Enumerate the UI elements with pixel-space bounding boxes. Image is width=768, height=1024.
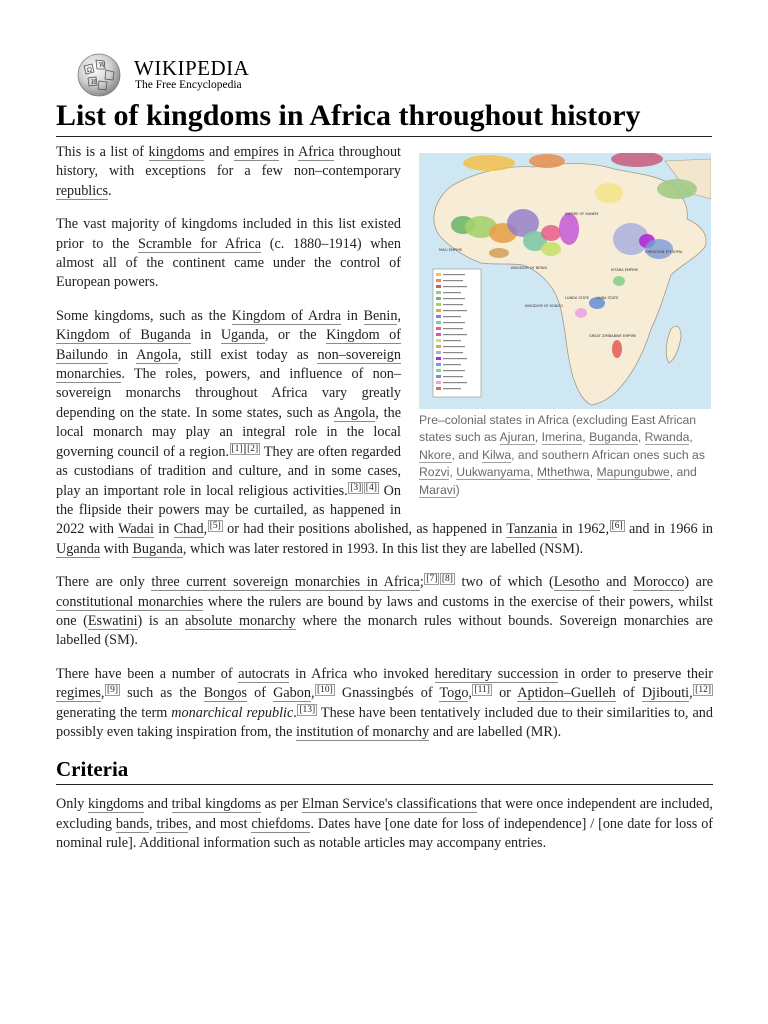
link-kingdom-of-ardra[interactable]: Kingdom of Ardra — [231, 307, 341, 324]
text: in — [153, 521, 174, 538]
link-absolute-monarchy[interactable]: absolute monarchy — [185, 612, 296, 629]
caption-text: , — [689, 430, 693, 445]
link-nkore[interactable]: Nkore — [419, 447, 452, 462]
link-chad[interactable]: Chad — [173, 521, 204, 538]
mr-paragraph — [56, 665, 713, 743]
citation-link[interactable]: [11] — [474, 685, 490, 696]
text: They are often regarded as custodians of tradition and culture, and in some cases, play an important role in local religious activities. — [56, 443, 401, 499]
link-empires[interactable]: empires — [233, 144, 279, 160]
citation-link[interactable]: [6] — [611, 521, 623, 532]
wikipedia-wordmark[interactable]: WIKIPEDIA — [134, 56, 250, 80]
link-wadai[interactable]: Wadai — [118, 521, 154, 538]
text: in 1962, — [557, 521, 610, 538]
link-maravi[interactable]: Maravi — [419, 482, 456, 497]
link-kingdoms[interactable]: kingdoms — [148, 144, 205, 160]
citation — [472, 685, 492, 695]
text: , — [100, 685, 105, 702]
caption-text: , and — [451, 447, 483, 462]
caption-text: , — [534, 430, 542, 445]
map-figure — [419, 153, 711, 499]
text: Only — [56, 796, 88, 813]
link-buganda[interactable]: Buganda — [589, 430, 638, 445]
text: and in 1966 in — [624, 521, 713, 538]
link-uganda[interactable]: Uganda — [220, 327, 265, 344]
text: , or the — [264, 327, 327, 344]
citation-link[interactable]: [7] — [426, 574, 438, 585]
link-kingdom-of-buganda[interactable]: Kingdom of Buganda — [56, 327, 191, 344]
caption-text: , — [637, 430, 645, 445]
citation — [424, 574, 440, 584]
text: throughout history, with exceptions for a few non–contemporary — [56, 144, 401, 180]
link-tanzania[interactable]: Tanzania — [506, 521, 558, 538]
text: and — [599, 574, 634, 591]
caption-text: , and — [669, 465, 697, 480]
text: There are only — [56, 574, 152, 591]
caption-text: , — [582, 430, 590, 445]
text: ) is an — [137, 612, 186, 629]
citation-link[interactable]: [4] — [365, 482, 377, 493]
text: or — [491, 685, 518, 702]
citation — [348, 483, 364, 493]
article-body — [56, 143, 713, 868]
text: Some kingdoms, such as the — [56, 307, 232, 324]
text: , — [689, 685, 693, 702]
text: such as the — [120, 685, 204, 702]
text: and are labelled (MR). — [429, 723, 562, 740]
link-bongos[interactable]: Bongos — [203, 685, 248, 702]
citation — [314, 685, 334, 695]
text: in order to preserve their — [558, 665, 713, 682]
link-scramble-for-africa[interactable]: Scramble for Africa — [138, 235, 262, 252]
link-rozvi[interactable]: Rozvi — [419, 465, 450, 480]
text: , still exist today as — [177, 346, 318, 363]
citation — [104, 685, 120, 695]
map-label: KINGDOM OF BENIN — [511, 266, 547, 270]
link-tribes[interactable]: tribes — [156, 815, 188, 832]
citation — [297, 705, 317, 715]
link-elman-service-classifications[interactable]: Elman Service's classifications — [301, 796, 477, 813]
citation-link[interactable]: [3] — [350, 482, 362, 493]
svg-text:Ω: Ω — [87, 67, 92, 74]
map-label: EMPIRE OF KANEM — [565, 212, 599, 216]
link-angola[interactable]: Angola — [136, 346, 178, 363]
text: in — [190, 327, 221, 344]
emphasis-text: monarchical republic — [171, 704, 294, 721]
text: (c. 1880–1914) when almost all of the continent came under the control of European powers. — [56, 235, 401, 291]
map-label: CHRISTIAN ETHIOPIA — [645, 250, 683, 254]
section-heading-criteria: Criteria — [56, 756, 713, 785]
map-label: GREAT ZIMBABWE EMPIRE — [589, 334, 637, 338]
link-djibouti[interactable]: Djibouti — [641, 685, 690, 702]
citation-link[interactable]: [13] — [299, 704, 316, 715]
citation-link[interactable]: [2] — [247, 443, 259, 454]
svg-text:W: W — [99, 62, 106, 69]
citation — [363, 483, 379, 493]
link-lesotho[interactable]: Lesotho — [553, 574, 600, 591]
text: of — [615, 685, 642, 702]
caption-text: , — [530, 465, 537, 480]
text: and — [204, 144, 234, 160]
caption-text: , — [589, 465, 597, 480]
text: in — [278, 144, 299, 160]
text: , which was later restored in 1993. In this list they are labelled (NSM). — [182, 540, 584, 557]
link-chiefdoms[interactable]: chiefdoms — [251, 815, 311, 832]
link-eswatini[interactable]: Eswatini — [87, 612, 138, 629]
wikipedia-globe-icon[interactable] — [74, 52, 124, 98]
link-constitutional-monarchies[interactable]: constitutional monarchies — [56, 593, 204, 610]
link-regimes[interactable]: regimes — [56, 685, 101, 702]
text: or had their positions abolished, as happened in — [222, 521, 507, 538]
text: , — [203, 521, 208, 538]
caption-text: ) — [455, 482, 460, 497]
citation — [693, 685, 713, 695]
citation-link[interactable]: [5] — [209, 521, 221, 532]
caption-text: Pre–colonial states in Africa (excluding East African states such as — [419, 413, 697, 445]
page-title: List of kingdoms in Africa throughout history — [56, 98, 712, 137]
text: with — [100, 540, 133, 557]
map-label: KINGDOM OF KONGO — [525, 304, 564, 308]
text: . — [108, 182, 112, 199]
link-mapungubwe[interactable]: Mapungubwe — [596, 465, 670, 480]
link-togo[interactable]: Togo — [439, 685, 469, 702]
link-morocco[interactable]: Morocco — [633, 574, 685, 591]
link-angola[interactable]: Angola — [333, 404, 376, 421]
text: that were once independent are included, excluding — [56, 796, 713, 832]
link-bands[interactable]: bands — [115, 815, 149, 832]
link-three-current-sovereign-monarchies[interactable]: three current sovereign monarchies in Africa — [151, 574, 420, 591]
citation — [245, 444, 261, 454]
link-benin[interactable]: Benin — [363, 307, 398, 324]
text: , — [310, 685, 315, 702]
text: , — [468, 685, 472, 702]
criteria-paragraph — [56, 795, 713, 853]
text: generating the term — [56, 704, 172, 721]
text: in — [108, 346, 137, 363]
link-ajuran[interactable]: Ajuran — [499, 430, 535, 445]
text: . Dates have [one date for loss of independence] / [one date for loss of nominal rule]. Additional information such as notable articles may accompany entries. — [56, 815, 714, 852]
link-mthethwa[interactable]: Mthethwa — [536, 465, 590, 480]
map-label: LUBA STATE — [597, 296, 619, 300]
sm-paragraph — [56, 573, 713, 651]
link-kingdoms[interactable]: kingdoms — [87, 796, 144, 813]
text: The vast majority of kingdoms included in this list existed prior to the — [56, 216, 401, 252]
text: ) are — [684, 574, 713, 591]
link-institution-of-monarchy[interactable]: institution of monarchy — [295, 723, 430, 740]
link-tribal-kingdoms[interactable]: tribal kingdoms — [171, 796, 262, 813]
africa-map-image[interactable] — [419, 153, 711, 409]
link-republics[interactable]: republics — [56, 182, 109, 199]
link-gabon[interactable]: Gabon — [273, 685, 311, 702]
citation-link[interactable]: [1] — [231, 443, 243, 454]
text: There have been a number of — [56, 665, 239, 682]
link-autocrats[interactable]: autocrats — [238, 665, 290, 682]
link-kilwa[interactable]: Kilwa — [482, 447, 512, 462]
site-header — [74, 52, 374, 98]
text: . The roles, powers, and influence of non–sovereign monarchs throughout Africa vary greatly depending on the state. In some states, such as — [56, 366, 401, 421]
link-uganda[interactable]: Uganda — [56, 540, 101, 557]
caption-text: , and southern African ones such as — [511, 447, 705, 462]
text: , — [397, 307, 401, 324]
link-rwanda[interactable]: Rwanda — [644, 430, 690, 445]
text: as per — [261, 796, 302, 813]
link-africa[interactable]: Africa — [298, 144, 335, 160]
map-label: KITARA EMPIRE — [611, 268, 639, 272]
link-imerina[interactable]: Imerina — [541, 430, 583, 445]
map-label: LUNDA STATE — [565, 296, 590, 300]
map-label: MALI EMPIRE — [439, 248, 463, 252]
caption-text: , — [449, 465, 457, 480]
text: These have been tentatively included due to their similarities to, and possibly even taking inspiration from, the — [56, 704, 713, 740]
citation-link[interactable]: [10] — [316, 685, 333, 696]
text: On the flipside their powers may be curtailed, as happened in 2022 with — [56, 482, 402, 538]
citation — [229, 444, 245, 454]
text: Gnassingbés of — [334, 685, 440, 702]
svg-text:И: И — [91, 79, 97, 86]
citation-link[interactable]: [12] — [695, 685, 711, 696]
text: , the local monarch may play an integral role in the local governing council of a region. — [56, 404, 401, 460]
citation — [207, 521, 223, 531]
text: This is a list of — [56, 144, 149, 160]
text: where the rulers are bound by laws and customs in the exercise of their powers, whilst one ( — [56, 593, 713, 629]
link-aptidon-guelleh[interactable]: Aptidon–Guelleh — [517, 685, 616, 702]
text: where the monarch rules without bounds. Sovereign monarchies are labelled (SM). — [56, 612, 713, 649]
text: . — [293, 704, 297, 721]
citation — [609, 521, 625, 531]
link-buganda[interactable]: Buganda — [132, 540, 183, 557]
link-kingdom-of-bailundo[interactable]: Kingdom of Bailundo — [56, 327, 401, 363]
link-uukwanyama[interactable]: Uukwanyama — [456, 465, 531, 480]
link-non-sovereign-monarchies[interactable]: non–sovereign monarchies — [56, 346, 401, 383]
link-hereditary-succession[interactable]: hereditary succession — [434, 665, 559, 682]
citation-link[interactable]: [8] — [441, 574, 453, 585]
map-caption — [419, 412, 711, 499]
text: and — [143, 796, 172, 813]
text: two of which ( — [454, 574, 554, 591]
text: of — [247, 685, 274, 702]
wikipedia-tagline: The Free Encyclopedia — [135, 79, 242, 91]
citation — [439, 574, 455, 584]
text: in Africa who invoked — [289, 665, 435, 682]
text: , — [148, 815, 157, 832]
citation-link[interactable]: [9] — [106, 685, 119, 696]
text: in — [341, 307, 364, 324]
text: , and most — [187, 815, 252, 832]
text: ; — [419, 574, 424, 591]
